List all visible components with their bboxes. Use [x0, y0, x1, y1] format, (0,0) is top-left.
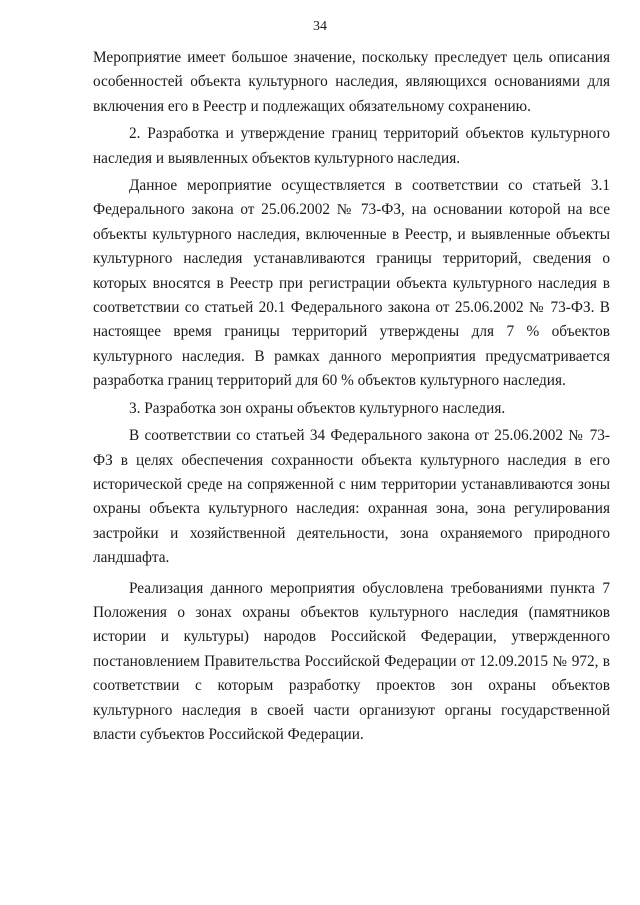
page-number: 34	[313, 19, 327, 34]
paragraph-zones-details: В соответствии со статьей 34 Федерального закона от 25.06.2002 № 73-ФЗ в целях обеспечения сохранности объекта культурного наследия в его исторической среде на сопряженной с ним территории устанавливаются зоны охраны объекта культурного наследия: охранная зона, зона регулирования застройки и хозяйственной деятельности, зона охраняемого природного ландшафта.	[93, 427, 610, 567]
paragraph-implementation: Реализация данного мероприятия обусловлена требованиями пункта 7 Положения о зонах охраны объектов культурного наследия (памятников истории и культуры) народов Российской Федерации, утвержденного постановлением Правительства Российской Федерации от 12.09.2015 № 972, в соответствии с которым разработку проектов зон охраны объектов культурного наследия в своей части организуют органы государственной власти субъектов Российской Федерации.	[93, 579, 610, 743]
paragraph-heading-zones: 3. Разработка зон охраны объектов культурного наследия.	[129, 399, 506, 417]
document-body	[93, 46, 610, 750]
paragraph-heading-borders: 2. Разработка и утверждение границ территорий объектов культурного наследия и выявленных объектов культурного наследия.	[93, 125, 610, 167]
paragraph-borders-details: Данное мероприятие осуществляется в соответствии со статьей 3.1 Федерального закона от 25.06.2002 № 73-ФЗ, на основании которой на все объекты культурного наследия, включенные в Реестр, и выявленные объекты культурного наследия устанавливаются границы территорий, сведения о которых вносятся в Реестр при регистрации объекта культурного наследия в соответствии со статьей 20.1 Федерального закона от 25.06.2002 № 73-ФЗ. В настоящее время границы территорий утверждены для 7 % объектов культурного наследия. В рамках данного мероприятия предусматривается разработка границ территорий для 60 % объектов культурного наследия.	[93, 177, 610, 390]
paragraph-event-significance: Мероприятие имеет большое значение, поскольку преследует цель описания особенностей объекта культурного наследия, являющихся основаниями для включения его в Реестр и подлежащих обязательному сохранению.	[93, 49, 610, 115]
